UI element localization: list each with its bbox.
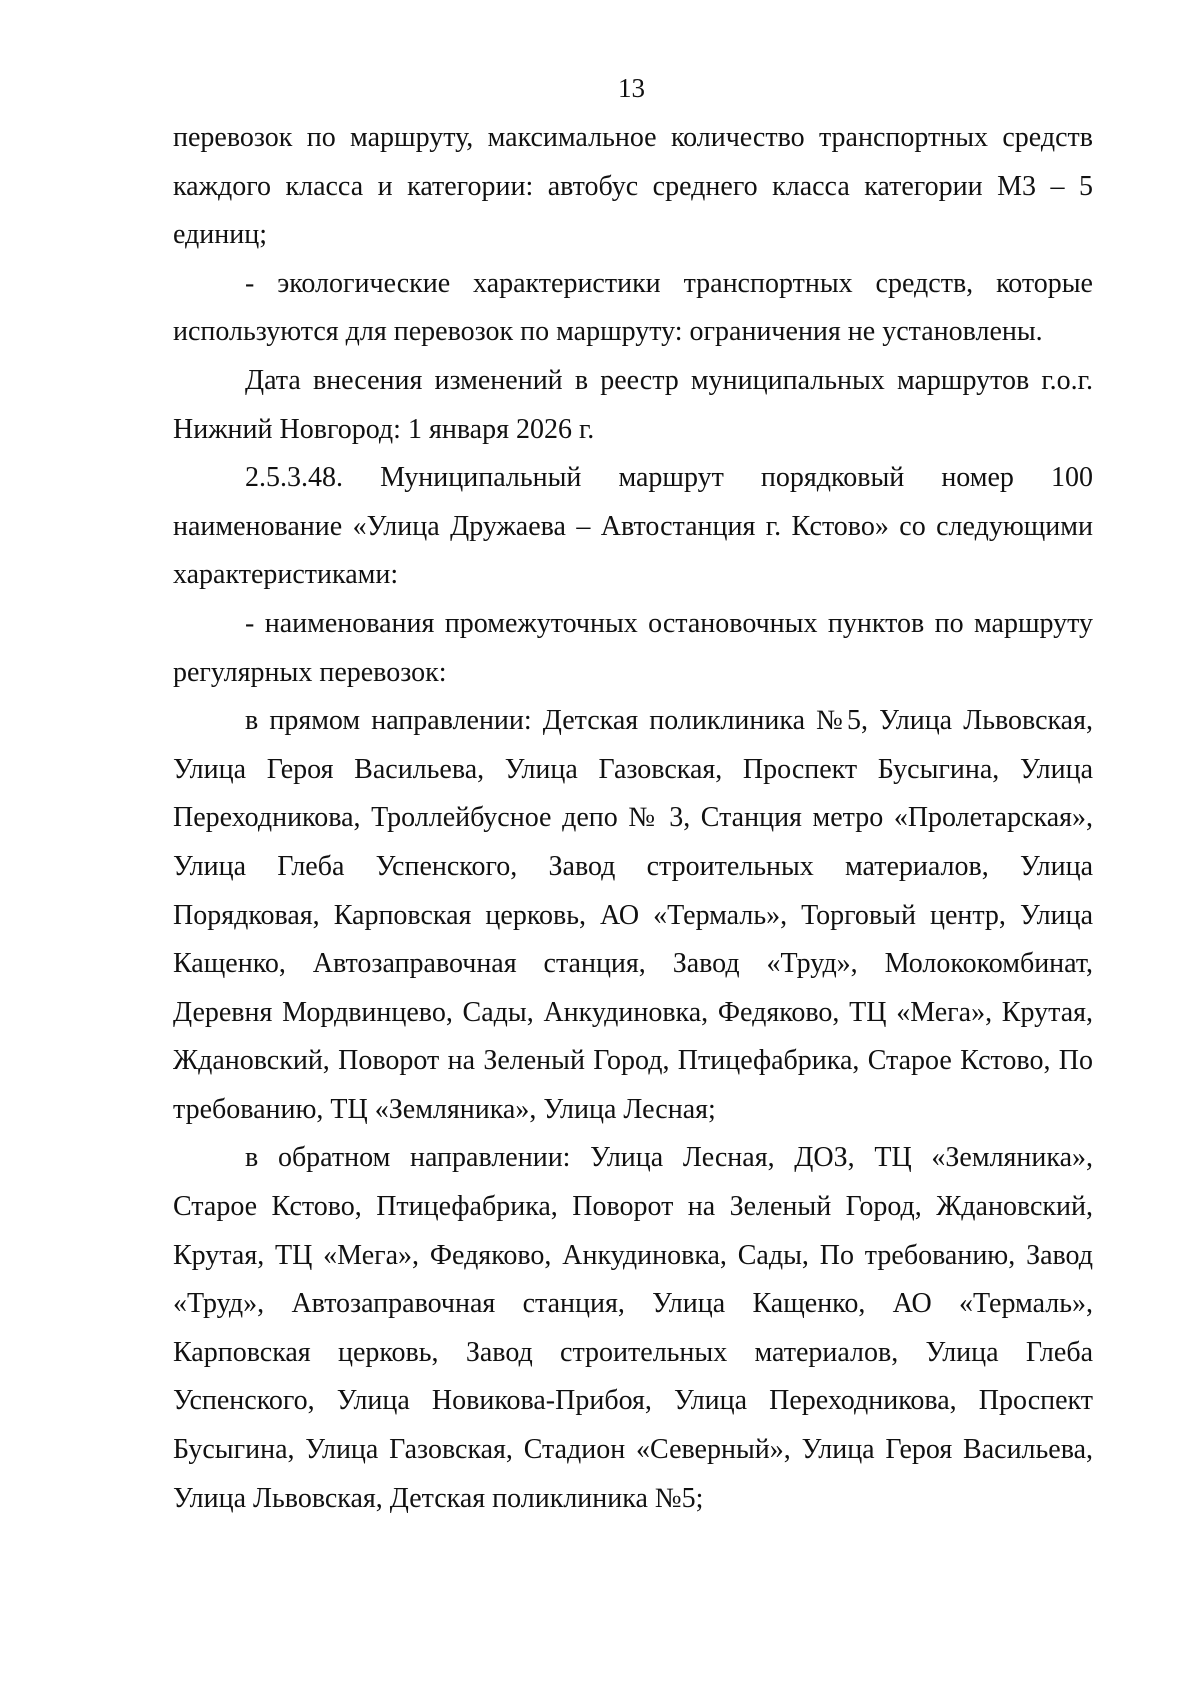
paragraph-reverse-direction-stops: в обратном направлении: Улица Лесная, ДОЗ, ТЦ «Земляника», Старое Кстово, Птицефабрика, Поворот на Зеленый Город, Ждановский, Крутая, ТЦ «Мега», Федяково, Анкудиновка, Сады, По требованию, Завод «Труд», Автозаправочная станция, Улица Кащенко, АО «Термаль», Карповская церковь, Завод строительных материалов, Улица Глеба Успенского, Улица Новикова-Прибоя, Улица Переходникова, Проспект Бусыгина, Улица Газовская, Стадион «Северный», Улица Героя Васильева, Улица Львовская, Детская поликлиника №5; [173, 1142, 1093, 1514]
paragraph-route-100-heading: 2.5.3.48. Муниципальный маршрут порядковый номер 100 наименование «Улица Дружаева – Автостанция г. Кстово» со следующими характеристиками: [173, 462, 1093, 591]
paragraph-vehicle-count: перевозок по маршруту, максимальное количество транспортных средств каждого класса и категории: автобус среднего класса категории М3 – 5 единиц; [173, 122, 1093, 251]
document-body [173, 114, 1093, 1523]
paragraph-intermediate-stops-intro: - наименования промежуточных остановочных пунктов по маршруту регулярных перевозок: [173, 607, 1093, 688]
paragraph-forward-direction-stops: в прямом направлении: Детская поликлиника №5, Улица Львовская, Улица Героя Васильева, Улица Газовская, Проспект Бусыгина, Улица Переходникова, Троллейбусное депо № 3, Станция метро «Пролетарская», Улица Глеба Успенского, Завод строительных материалов, Улица Порядковая, Карповская церковь, АО «Термаль», Торговый центр, Улица Кащенко, Автозаправочная станция, Завод «Труд», Молококомбинат, Деревня Мордвинцево, Сады, Анкудиновка, Федяково, ТЦ «Мега», Крутая, Ждановский, Поворот на Зеленый Город, Птицефабрика, Старое Кстово, По требованию, ТЦ «Земляника», Улица Лесная; [173, 705, 1093, 1125]
paragraph-ecological-characteristics: - экологические характеристики транспортных средств, которые используются для перевозок по маршруту: ограничения не установлены. [173, 267, 1093, 348]
paragraph-registry-change-date: Дата внесения изменений в реестр муниципальных маршрутов г.о.г. Нижний Новгород: 1 января 2026 г. [173, 364, 1093, 445]
page-number: 13 [618, 73, 645, 103]
